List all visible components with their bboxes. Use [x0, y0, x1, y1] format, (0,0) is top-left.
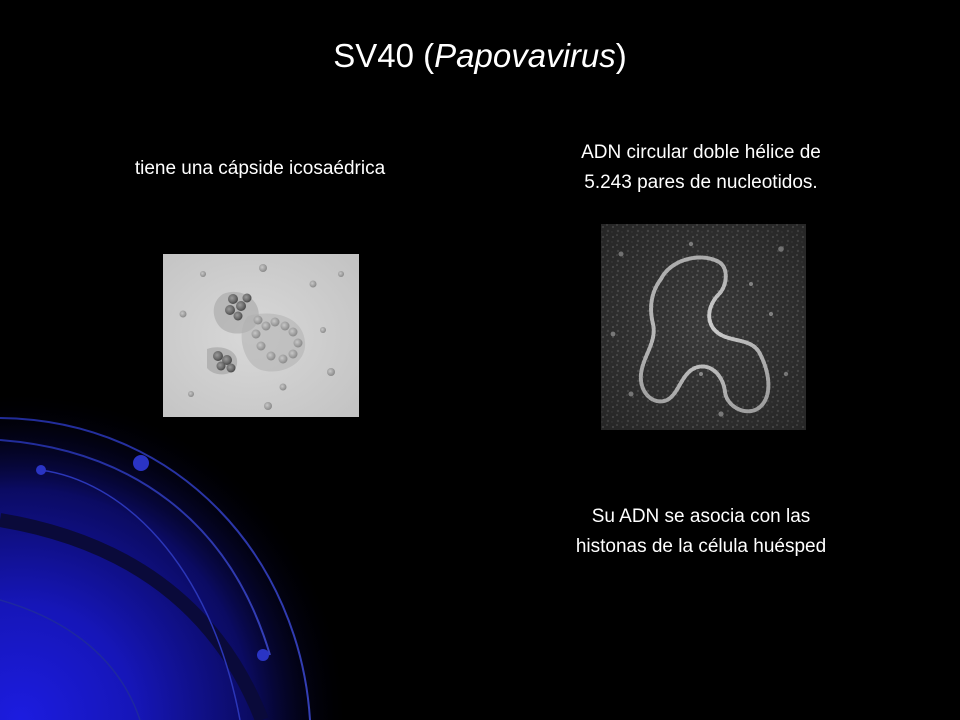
decor-dot-3 — [257, 649, 269, 661]
histone-caption-line-1: Su ADN se asocia con las — [591, 506, 811, 527]
capsid-caption: tiene una cápside icosaédrica — [134, 158, 386, 179]
slide-title — [0, 34, 960, 78]
histone-caption — [500, 502, 902, 562]
decor-dot-1 — [36, 465, 46, 475]
dna-micrograph-image — [601, 224, 806, 430]
dna-caption-line-2: 5.243 pares de nucleotidos. — [584, 172, 818, 193]
title-end: ) — [615, 37, 627, 74]
histone-caption-line-2: histonas de la célula huésped — [575, 536, 827, 557]
title-main: SV40 ( — [333, 37, 435, 74]
title-italic: Papovavirus — [434, 37, 616, 74]
dna-caption-line-1: ADN circular doble hélice de — [581, 142, 821, 163]
decor-dot-2 — [133, 455, 149, 471]
capsid-micrograph-image — [163, 254, 359, 417]
dna-caption — [500, 138, 902, 198]
